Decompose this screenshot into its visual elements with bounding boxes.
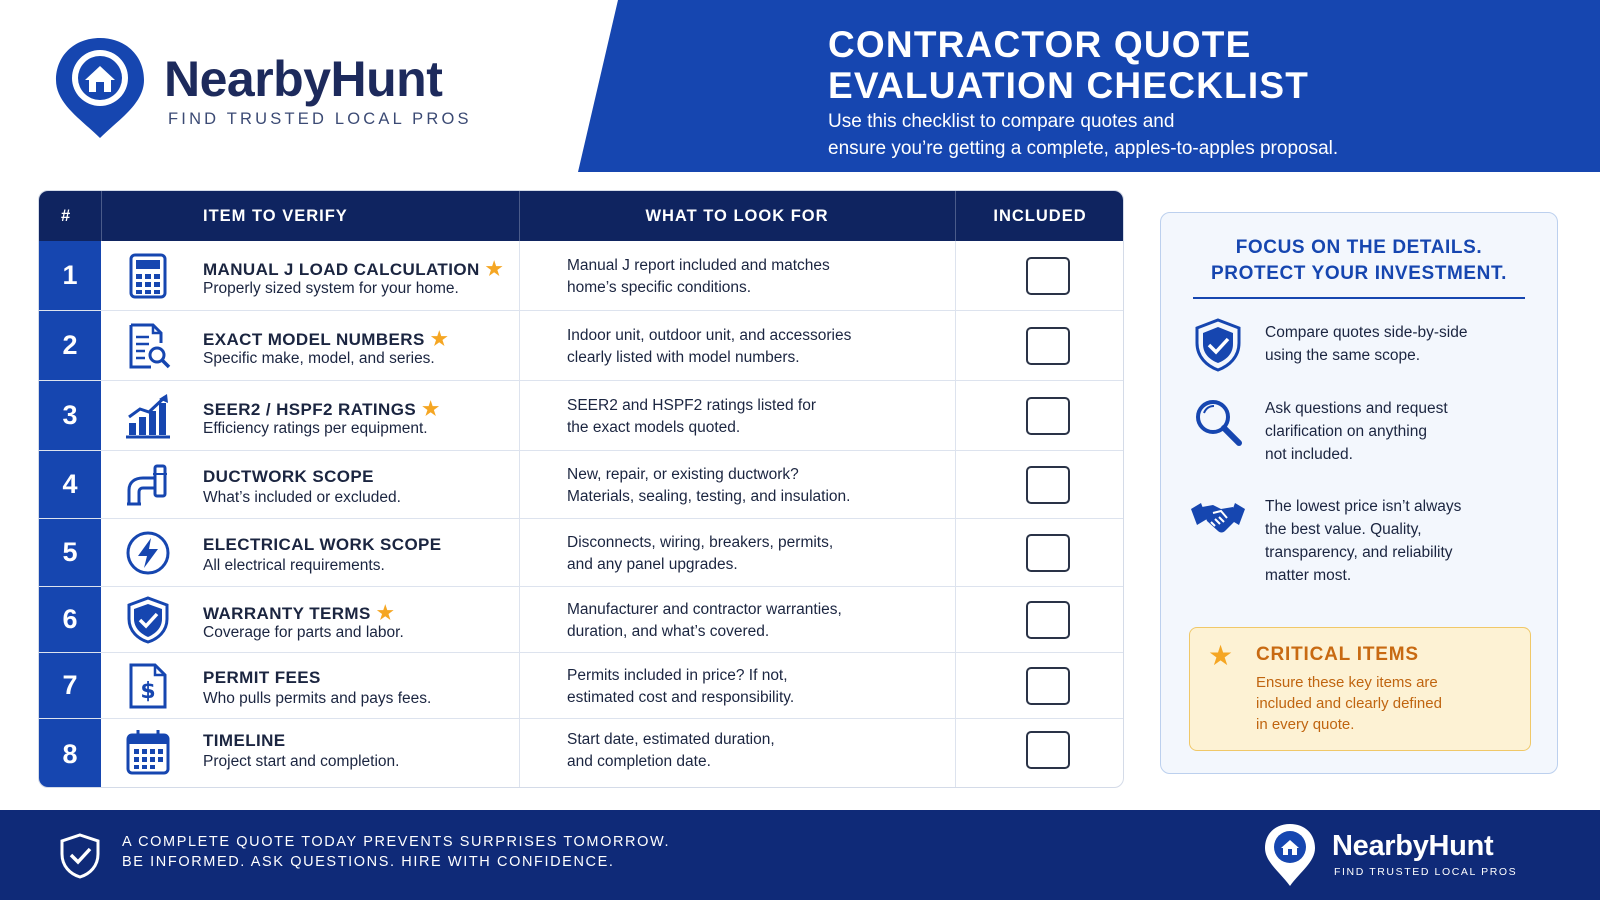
table-row: [39, 653, 1123, 719]
row-look-for: Disconnects, wiring, breakers, permits, and any panel upgrades.: [567, 534, 834, 573]
row-title: WARRANTY TERMS ★: [203, 603, 395, 624]
table-row: [39, 241, 1123, 311]
shield-check-icon: [123, 595, 173, 645]
page-subtitle: [828, 108, 1338, 162]
footer-line1: A COMPLETE QUOTE TODAY PREVENTS SURPRISES TOMORROW.: [122, 834, 671, 850]
table-row: [39, 519, 1123, 587]
row-description: All electrical requirements.: [203, 557, 385, 574]
brand-logo: [52, 36, 522, 146]
row-title: TIMELINE: [203, 731, 286, 750]
shield-check-icon: [1189, 317, 1247, 373]
row-description: Efficiency ratings per equipment.: [203, 420, 428, 437]
sidebar-divider: [1193, 297, 1525, 299]
footer-line2: BE INFORMED. ASK QUESTIONS. HIRE WITH CONFIDENCE.: [122, 854, 615, 870]
column-header-included: INCLUDED: [993, 207, 1087, 225]
row-number: 3: [62, 400, 78, 430]
magnifier-icon: [1189, 395, 1247, 451]
star-icon: ★: [422, 399, 440, 420]
row-number: 4: [62, 469, 78, 499]
row-description: Specific make, model, and series.: [203, 350, 435, 367]
map-pin-house-icon: [1262, 822, 1318, 888]
header-divider: [101, 191, 102, 241]
row-title: EXACT MODEL NUMBERS ★: [203, 329, 449, 350]
document-search-icon: [123, 321, 173, 371]
sidebar-title: FOCUS ON THE DETAILS. PROTECT YOUR INVESTMENT.: [1211, 237, 1507, 284]
row-title: SEER2 / HSPF2 RATINGS ★: [203, 399, 440, 420]
row-number: 1: [62, 260, 78, 290]
table-row: [39, 381, 1123, 451]
critical-title: CRITICAL ITEMS: [1256, 644, 1419, 665]
included-checkbox[interactable]: [1026, 601, 1070, 639]
page-subtitle-line2: ensure you’re getting a complete, apples-to-apples proposal.: [828, 138, 1339, 159]
table-row: [39, 311, 1123, 381]
row-look-for: Start date, estimated duration, and completion date.: [567, 731, 775, 770]
row-look-for: Manual J report included and matches home’s specific conditions.: [567, 257, 830, 296]
map-pin-house-icon: [52, 36, 148, 140]
table-row: [39, 451, 1123, 519]
included-checkbox[interactable]: [1026, 397, 1070, 435]
row-description: What’s included or excluded.: [203, 489, 401, 506]
included-checkbox[interactable]: [1026, 257, 1070, 295]
included-checkbox[interactable]: [1026, 731, 1070, 769]
row-title: DUCTWORK SCOPE: [203, 467, 374, 486]
table-row: [39, 587, 1123, 653]
brand-name: NearbyHunt: [164, 51, 443, 107]
row-title: MANUAL J LOAD CALCULATION ★: [203, 259, 504, 280]
page-title-line2: EVALUATION CHECKLIST: [828, 65, 1310, 106]
row-number: 2: [62, 330, 78, 360]
footer-brand-tagline: FIND TRUSTED LOCAL PROS: [1334, 866, 1518, 878]
included-checkbox[interactable]: [1026, 466, 1070, 504]
star-icon: ★: [1208, 640, 1234, 671]
bar-chart-icon: [123, 391, 173, 441]
row-look-for: Manufacturer and contractor warranties, duration, and what’s covered.: [567, 601, 842, 640]
included-checkbox[interactable]: [1026, 667, 1070, 705]
critical-text: Ensure these key items are included and clearly defined in every quote.: [1256, 674, 1442, 733]
star-icon: ★: [376, 603, 395, 624]
row-description: Coverage for parts and labor.: [203, 624, 404, 641]
table-row: [39, 719, 1123, 788]
page-title-line1: CONTRACTOR QUOTE: [828, 24, 1252, 65]
tip-text: Ask questions and request clarification on anything not included.: [1265, 400, 1448, 463]
page-subtitle-line1: Use this checklist to compare quotes and: [828, 111, 1175, 132]
tip-text: The lowest price isn’t always the best value. Quality, transparency, and reliability matter most.: [1265, 498, 1462, 584]
calculator-icon: [123, 251, 173, 301]
dollar-document-icon: [123, 661, 173, 711]
row-description: Project start and completion.: [203, 753, 400, 770]
row-number: 5: [62, 537, 78, 567]
calendar-icon: [123, 727, 173, 777]
tips-sidebar: [1160, 212, 1558, 774]
brand-tagline: FIND TRUSTED LOCAL PROS: [168, 110, 472, 128]
row-look-for: SEER2 and HSPF2 ratings listed for the exact models quoted.: [567, 397, 816, 436]
row-number: 6: [62, 604, 78, 634]
row-look-for: Permits included in price? If not, estimated cost and responsibility.: [567, 667, 795, 706]
row-look-for: New, repair, or existing ductwork? Materials, sealing, testing, and insulation.: [567, 466, 851, 505]
checklist-table: [38, 190, 1124, 788]
row-title: PERMIT FEES: [203, 668, 321, 687]
duct-pipe-icon: [123, 460, 173, 510]
shield-check-icon: [56, 832, 104, 880]
row-look-for: Indoor unit, outdoor unit, and accessories clearly listed with model numbers.: [567, 327, 852, 366]
included-checkbox[interactable]: [1026, 534, 1070, 572]
row-description: Who pulls permits and pays fees.: [203, 690, 432, 707]
footer-brand-name: NearbyHunt: [1332, 830, 1494, 862]
row-title: ELECTRICAL WORK SCOPE: [203, 535, 442, 554]
footer-bar: [0, 810, 1600, 900]
footer-logo: [1262, 820, 1552, 892]
star-icon: ★: [430, 329, 449, 350]
svg-text:$: $: [140, 679, 156, 704]
critical-items-box: [1189, 627, 1531, 751]
column-header-look-for: WHAT TO LOOK FOR: [645, 207, 829, 225]
row-number: 8: [62, 738, 78, 769]
row-description: Properly sized system for your home.: [203, 280, 459, 297]
star-icon: ★: [485, 259, 504, 280]
table-header: [39, 191, 1123, 241]
tip-text: Compare quotes side-by-side using the same scope.: [1265, 324, 1468, 364]
included-checkbox[interactable]: [1026, 327, 1070, 365]
handshake-icon: [1189, 491, 1247, 547]
column-header-item: ITEM TO VERIFY: [203, 207, 348, 225]
column-header-number: #: [61, 207, 72, 225]
page-title: [828, 24, 1309, 106]
row-number: 7: [62, 670, 78, 700]
lightning-bolt-icon: [123, 528, 173, 578]
